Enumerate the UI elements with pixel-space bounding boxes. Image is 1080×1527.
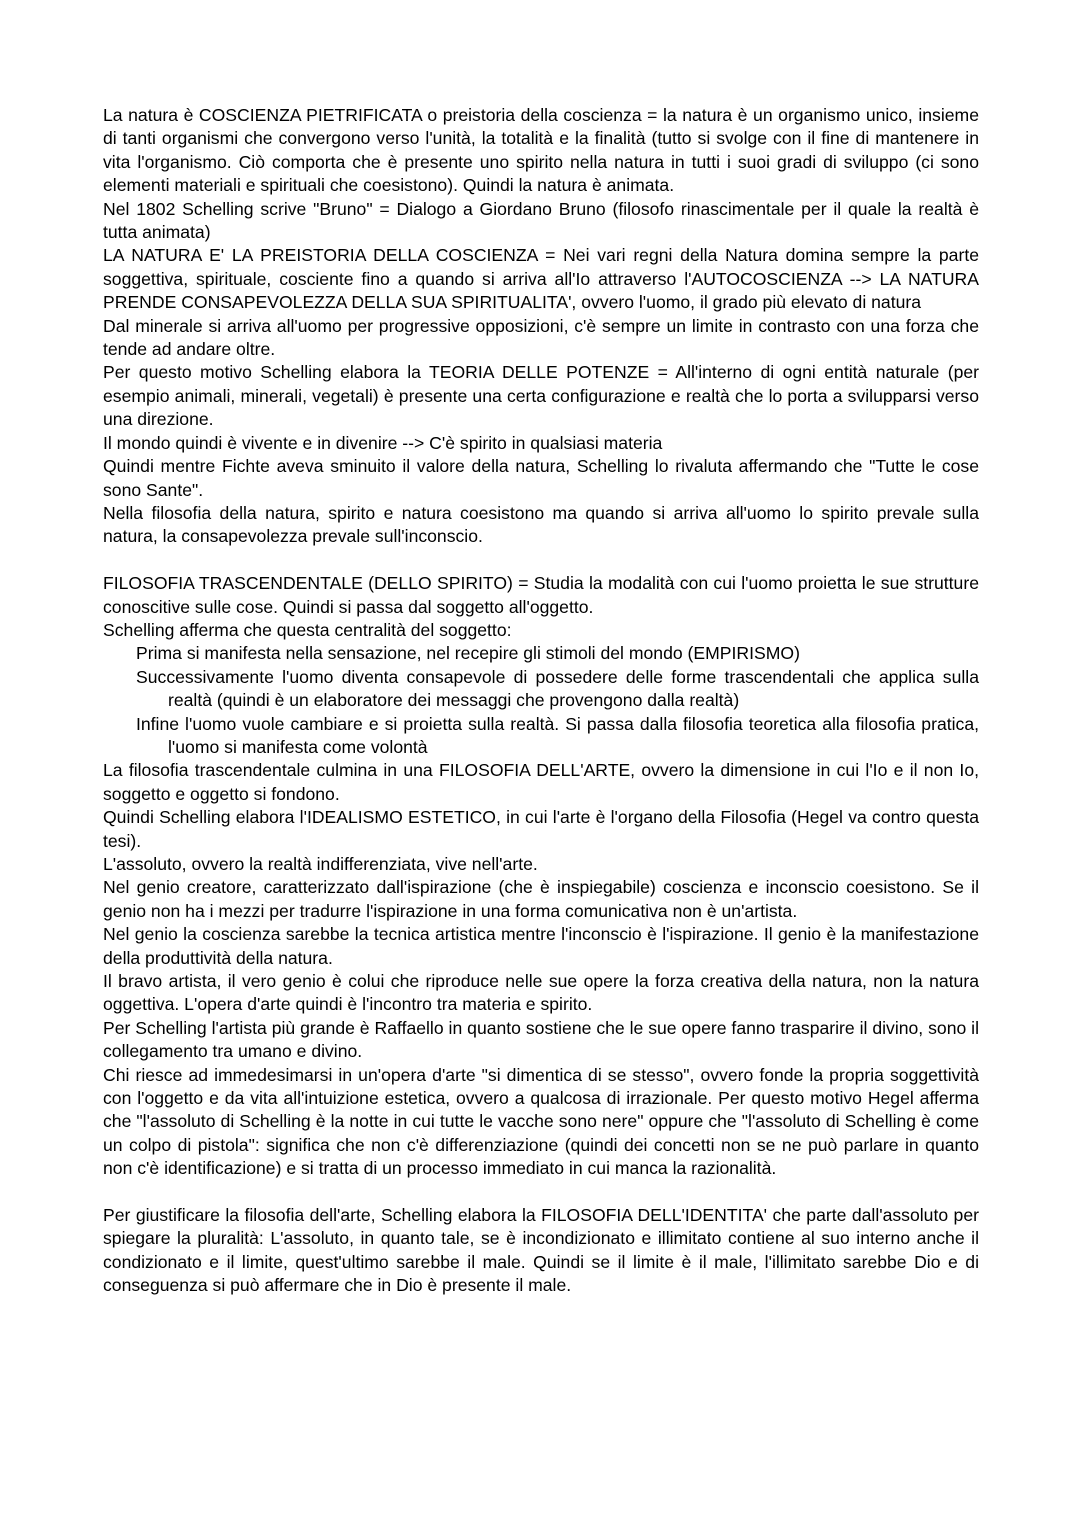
paragraph: Per giustificare la filosofia dell'arte, Schelling elabora la FILOSOFIA DELL'IDENTITA' che parte dall'assoluto per spiegare la pluralità: L'assoluto, in quanto tale, se è incondizionato e illimitato contiene al suo interno anche il condizionato e il limite, quest'ultimo sarebbe il male. Quindi se il limite è il male, l'illimitato sarebbe Dio e di conseguenza si può affermare che in Dio è presente il male. <box>103 1205 979 1296</box>
list-item: Infine l'uomo vuole cambiare e si proietta sulla realtà. Si passa dalla filosofia teoretica alla filosofia pratica, l'uomo si manifesta come volontà <box>136 713 979 757</box>
paragraph: L'assoluto, ovvero la realtà indifferenziata, vive nell'arte. <box>103 853 538 874</box>
paragraph: Quindi Schelling elabora l'IDEALISMO ESTETICO, in cui l'arte è l'organo della Filosofia (Hegel va contro questa tesi). <box>103 807 979 851</box>
paragraph: La filosofia trascendentale culmina in una FILOSOFIA DELL'ARTE, ovvero la dimensione in cui l'Io e il non Io, soggetto e oggetto si fondono. <box>103 760 979 804</box>
list-item: Successivamente l'uomo diventa consapevole di possedere delle forme trascendentali che applica sulla realtà (quindi è un elaboratore dei messaggi che provengono dalla realtà) <box>136 666 979 711</box>
paragraph: Nel genio creatore, caratterizzato dall'ispirazione (che è inspiegabile) coscienza e inconscio coesistono. Se il genio non ha i mezzi per tradurre l'ispirazione in una forma comunicativa non è un'artista. <box>103 877 979 921</box>
paragraph: Nel genio la coscienza sarebbe la tecnica artistica mentre l'inconscio è l'ispirazione. Il genio è la manifestazione della produttività della natura. <box>103 924 979 968</box>
paragraph: LA NATURA E' LA PREISTORIA DELLA COSCIENZA = Nei vari regni della Natura domina sempre la parte soggettiva, spirituale, cosciente fino a quando si arriva all'Io attraverso l'AUTOCOSCIENZA --> LA NATURA PRENDE CONSAPEVOLEZZA DELLA SUA SPIRITUALITA', ovvero l'uomo, il grado più elevato di natura <box>103 245 979 313</box>
paragraph: Dal minerale si arriva all'uomo per progressive opposizioni, c'è sempre un limite in contrasto con una forza che tende ad andare oltre. <box>103 315 979 360</box>
paragraph-spacer <box>103 1181 979 1204</box>
list-item: Prima si manifesta nella sensazione, nel recepire gli stimoli del mondo (EMPIRISMO) <box>136 643 800 664</box>
paragraph-spacer <box>103 549 979 572</box>
paragraph: Il bravo artista, il vero genio è colui che riproduce nelle sue opere la forza creativa della natura, non la natura oggettiva. L'opera d'arte quindi è l'incontro tra materia e spirito. <box>103 971 979 1015</box>
paragraph: Nel 1802 Schelling scrive "Bruno" = Dialogo a Giordano Bruno (filosofo rinascimentale per il quale la realtà è tutta animata) <box>103 198 979 243</box>
document-page <box>103 104 979 1298</box>
paragraph: Per questo motivo Schelling elabora la TEORIA DELLE POTENZE = All'interno di ogni entità naturale (per esempio animali, minerali, vegetali) è presente una certa configurazione e realtà che lo porta a svilupparsi verso una direzione. <box>103 362 979 430</box>
paragraph: La natura è COSCIENZA PIETRIFICATA o preistoria della coscienza = la natura è un organismo unico, insieme di tanti organismi che convergono verso l'unità, la totalità e la finalità (tutto si svolge con il fine di mantenere in vita l'organismo. Ciò comporta che è presente uno spirito nella natura in tutti i suoi gradi di sviluppo (ci sono elementi materiali e spirituali che coesistono). Quindi la natura è animata. <box>103 105 979 196</box>
paragraph: FILOSOFIA TRASCENDENTALE (DELLO SPIRITO) = Studia la modalità con cui l'uomo proietta le sue strutture conoscitive sulle cose. Quindi si passa dal soggetto all'oggetto. <box>103 573 979 617</box>
paragraph: Per Schelling l'artista più grande è Raffaello in quanto sostiene che le sue opere fanno trasparire il divino, sono il collegamento tra umano e divino. <box>103 1017 979 1062</box>
paragraph: Quindi mentre Fichte aveva sminuito il valore della natura, Schelling lo rivaluta affermando che "Tutte le cose sono Sante". <box>103 456 979 500</box>
paragraph: Chi riesce ad immedesimarsi in un'opera d'arte "si dimentica di se stesso", ovvero fonde la propria soggettività con l'oggetto e da vita all'intuizione estetica, ovvero a qualcosa di irrazionale. Per questo motivo Hegel afferma che "l'assoluto di Schelling è la notte in cui tutte le vacche sono nere" oppure che "l'assoluto di Schelling è come un colpo di pistola": significa che non c'è differenziazione (quindi dei concetti non se ne può parlare in quanto non c'è identificazione) e si tratta di un processo immediato in cui manca la razionalità. <box>103 1064 979 1179</box>
paragraph: Nella filosofia della natura, spirito e natura coesistono ma quando si arriva all'uomo lo spirito prevale sulla natura, la consapevolezza prevale sull'inconscio. <box>103 502 979 547</box>
paragraph: Schelling afferma che questa centralità del soggetto: <box>103 619 512 640</box>
paragraph: Il mondo quindi è vivente e in divenire --> C'è spirito in qualsiasi materia <box>103 432 663 453</box>
